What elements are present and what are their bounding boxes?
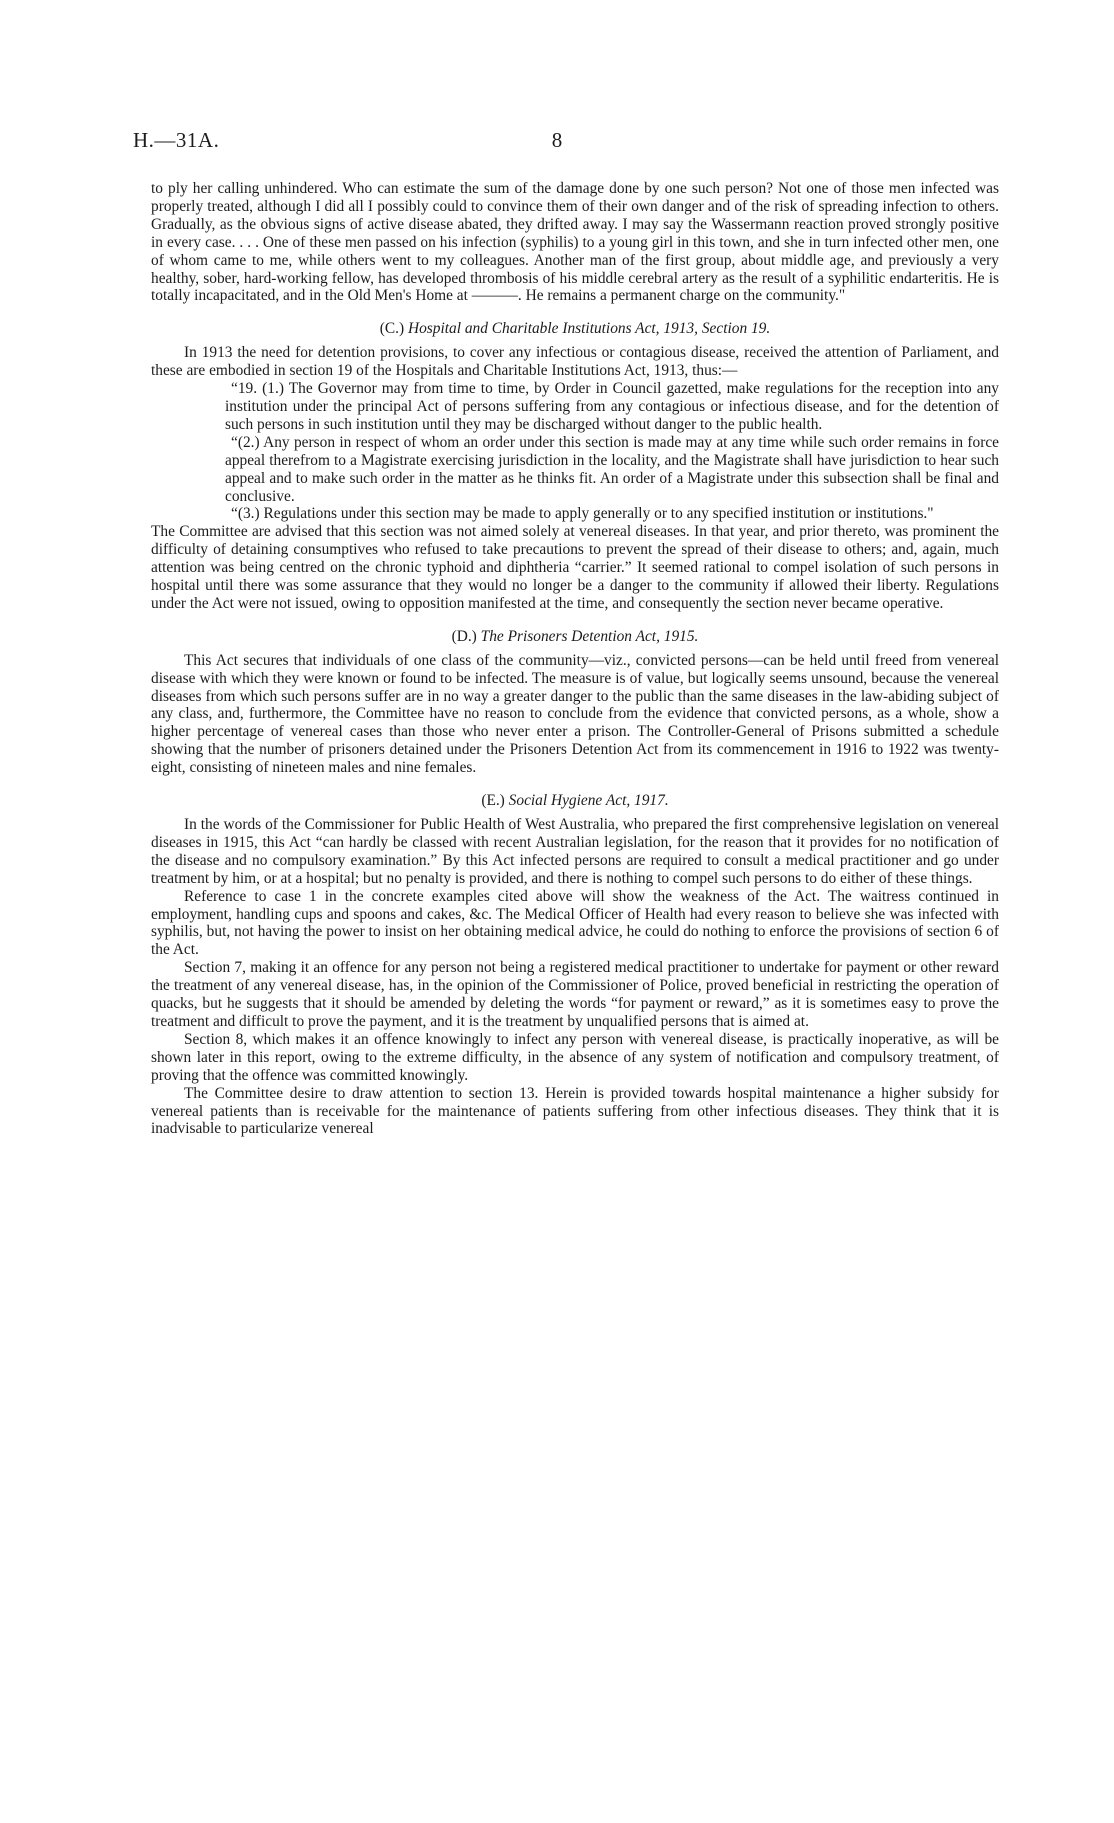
- document-reference: H.—31A.: [133, 128, 220, 152]
- section-d-title: The Prisoners Detention Act, 1915.: [480, 627, 699, 645]
- section-e-paragraph: Section 7, making it an offence for any person not being a registered medical practitioner to undertake for payment or other reward the treatment of any venereal disease, has, in the opinion of the Commissioner of Police, proved beneficial in restricting the operation of quacks, but he suggests that it should be amended by deleting the words “for payment or reward,” as it is sometimes easy to prove the treatment and difficult to prove the payment, and it is the treatment by unqualified persons that is aimed at.: [151, 959, 999, 1030]
- section-e-heading: [151, 792, 999, 810]
- statute-quotation: [225, 380, 999, 523]
- section-e-label: (E.): [481, 792, 505, 810]
- section-e-paragraph: Reference to case 1 in the concrete examples cited above will show the weakness of the Act. The waitress continued in employment, handling cups and spoons and cakes, &c. The Medical Officer of Health had every reason to believe she was infected with syphilis, but, not having the power to insist on her obtaining medical advice, he could do nothing to enforce the provisions of section 6 of the Act.: [151, 887, 999, 959]
- section-d-body: This Act secures that individuals of one class of the community—viz., convicted persons—can be held until freed from venereal disease with which they were known or found to be infected. The measure is of value, but logically seems unsound, because the venereal diseases from which such persons suffer are in no way a greater danger to the public than the same diseases in the law-abiding subject of any class, and, furthermore, the Committee have no reason to conclude from the evidence that convicted persons, as a whole, show a higher percentage of venereal cases than those who never enter a prison. The Controller-General of Prisons submitted a schedule showing that the number of prisoners detained under the Prisoners Detention Act from its commencement in 1916 to 1922 was twenty-eight, consisting of nineteen males and nine females.: [151, 651, 999, 777]
- section-c-title: Hospital and Charitable Institutions Act, 1913, Section 19.: [407, 320, 771, 338]
- section-c-heading: [151, 320, 999, 338]
- section-c-closing: The Committee are advised that this section was not aimed solely at venereal diseases. In that year, and prior thereto, was prominent the difficulty of detaining consumptives who refused to take precautions to prevent the spread of their disease to others; and, again, much attention was being centred on the chronic typhoid and diphtheria “carrier.” It seemed rational to compel isolation of such persons in hospital until there was some assurance that they would no longer be a danger to the community if allowed their liberty. Regulations under the Act were not issued, owing to opposition manifested at the time, and consequently the section never became operative.: [151, 523, 999, 612]
- section-e-title: Social Hygiene Act, 1917.: [508, 792, 669, 810]
- page-number: 8: [551, 128, 563, 152]
- quote-subsection-3: “(3.) Regulations under this section may be made to apply generally or to any specified institution or institutions.": [231, 505, 934, 523]
- page-body: [151, 180, 999, 1138]
- quote-subsection-2: “(2.) Any person in respect of whom an order under this section is made may at any time while such order remains in force appeal therefrom to a Magistrate exercising jurisdiction in the locality, and the Magistrate shall have jurisdiction to hear such appeal and to make such order in the matter as he thinks fit. An order of a Magistrate under this subsection shall be final and conclusive.: [225, 433, 999, 505]
- section-c-intro: In 1913 the need for detention provisions, to cover any infectious or contagious disease, received the attention of Parliament, and these are embodied in section 19 of the Hospitals and Charitable Institutions Act, 1913, thus:—: [151, 344, 999, 380]
- section-c-label: (C.): [379, 320, 405, 338]
- continued-paragraph: to ply her calling unhindered. Who can estimate the sum of the damage done by one such person? Not one of those men infected was properly treated, although I did all I possibly could to convince them of their own danger and of the risk of spreading infection to others. Gradually, as the obvious signs of active disease abated, they drifted away. I may say the Wassermann reaction proved strongly positive in every case. . . . One of these men passed on his infection (syphilis) to a young girl in this town, and she in turn infected other men, one of whom came to me, while others went to my colleagues. Another man of the first group, about middle age, and previously a very healthy, sober, hard-working fellow, has developed thrombosis of his middle cerebral artery as the result of a syphilitic endarteritis. He is totally incapacitated, and in the Old Men's Home at ———. He remains a permanent charge on the community.": [151, 180, 999, 305]
- quote-subsection-1: “19. (1.) The Governor may from time to time, by Order in Council gazetted, make regulations for the reception into any institution under the principal Act of persons suffering from any contagious or infectious disease, and for the detention of such persons in such institution until they may be discharged without danger to the public health.: [225, 380, 999, 433]
- section-d-heading: [151, 628, 999, 646]
- section-e-paragraph: The Committee desire to draw attention to section 13. Herein is provided towards hospital maintenance a higher subsidy for venereal patients than is receivable for the maintenance of patients suffering from other infectious diseases. They think that it is inadvisable to particularize venereal: [151, 1084, 999, 1138]
- section-e-paragraph: In the words of the Commissioner for Public Health of West Australia, who prepared the first comprehensive legislation on venereal diseases in 1915, this Act “can hardly be classed with recent Australian legislation, for the reason that it provides for no notification of the disease and no compulsory examination.” By this Act infected persons are required to consult a medical practitioner and go under treatment by him, or at a hospital; but no penalty is provided, and there is nothing to compel such persons to do either of these things.: [151, 816, 999, 887]
- section-e-paragraph: Section 8, which makes it an offence knowingly to infect any person with venereal disease, is practically inoperative, as will be shown later in this report, owing to the extreme difficulty, in the absence of any system of notification and compulsory treatment, of proving that the offence was committed knowingly.: [151, 1030, 999, 1084]
- section-d-label: (D.): [451, 627, 477, 645]
- page-header: [133, 128, 981, 158]
